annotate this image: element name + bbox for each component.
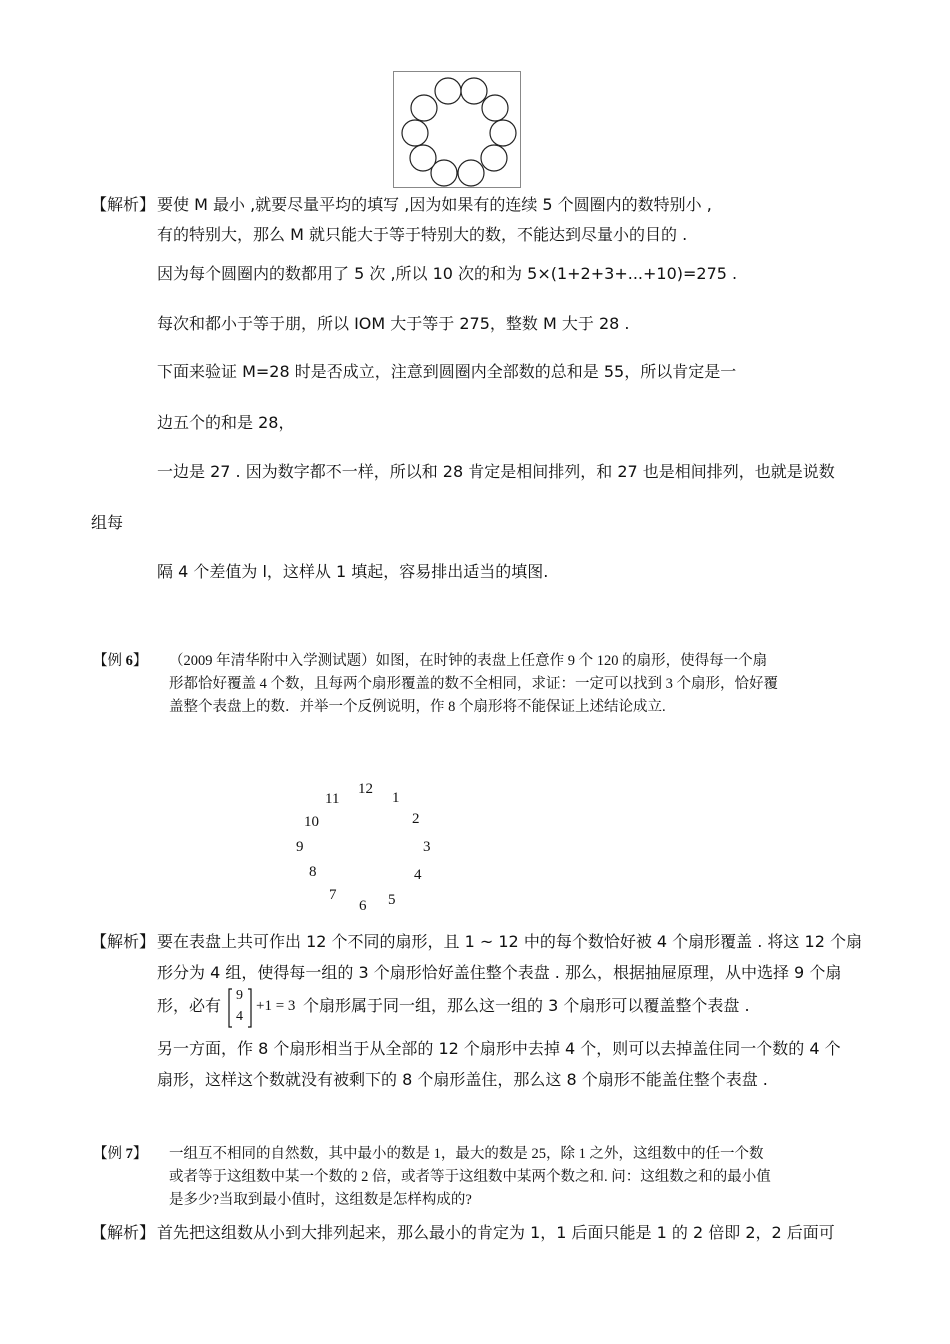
analysis-1-line-3: 因为每个圆圈内的数都用了 5 次 ,所以 10 次的和为 5×(1+2+3+...+10)=275 . (157, 264, 738, 283)
analysis-2-line-5: 扇形，这样这个数就没有被剩下的 8 个扇形盖住，那么这 8 个扇形不能盖住整个表盘 . (157, 1070, 768, 1089)
analysis-label-3: 【解析】 (91, 1223, 156, 1242)
clock-number-10: 10 (304, 814, 319, 830)
circle-ring-svg (394, 72, 520, 187)
clock-number-12: 12 (358, 781, 373, 797)
analysis-label-2: 【解析】 (91, 932, 156, 951)
ring-circle (481, 145, 507, 171)
ring-circle (435, 78, 461, 104)
example-7-label: 【例 7】 (93, 1146, 148, 1162)
example-6-line-1: （2009 年清华附中入学测试题）如图，在时钟的表盘上任意作 9 个 120 的扇形，使得每一个扇 (169, 653, 768, 669)
ring-circle (411, 95, 437, 121)
analysis-3-line-1: 首先把这组数从小到大排列起来，那么最小的肯定为 1，1 后面只能是 1 的 2 倍即 2，2 后面可 (157, 1223, 835, 1242)
example-7-line-3: 是多少?当取到最小值时，这组数是怎样构成的? (169, 1192, 472, 1208)
analysis-1-line-9: 隔 4 个差值为 l，这样从 1 填起，容易排出适当的填图. (157, 562, 549, 581)
fraction-numerator: 9 (236, 988, 243, 1003)
clock-number-9: 9 (296, 839, 304, 855)
clock-number-4: 4 (414, 867, 422, 883)
clock-number-7: 7 (329, 887, 337, 903)
floor-fraction (227, 987, 253, 1029)
analysis-2-line-1: 要在表盘上共可作出 12 个不同的扇形，且 1 ~ 12 中的每个数恰好被 4 个扇形覆盖 . 将这 12 个扇 (157, 932, 862, 951)
clock-number-1: 1 (392, 790, 400, 806)
example-6-label: 【例 6】 (93, 653, 148, 669)
ring-circle (482, 95, 508, 121)
analysis-1-line-6: 边五个的和是 28， (157, 413, 295, 432)
analysis-1-line-2: 有的特别大，那么 M 就只能大于等于特别大的数，不能达到尽量小的目的 . (157, 225, 688, 244)
fraction-denominator: 4 (236, 1009, 243, 1024)
ring-circle (402, 120, 428, 146)
example-6-line-2: 形都恰好覆盖 4 个数，且每两个扇形覆盖的数不全相同，求证：一定可以找到 3 个扇形，恰好覆 (169, 676, 778, 692)
analysis-label-1: 【解析】 (91, 195, 156, 214)
analysis-2-line-4: 另一方面，作 8 个扇形相当于从全部的 12 个扇形中去掉 4 个，则可以去掉盖住同一个数的 4 个 (157, 1039, 841, 1058)
analysis-2-line-3a: 形，必有 (157, 996, 222, 1015)
analysis-2-line-3b: +1 = 3 (256, 998, 296, 1014)
example-6-line-3: 盖整个表盘上的数．并举一个反例说明，作 8 个扇形将不能保证上述结论成立. (169, 699, 666, 715)
analysis-2-line-2: 形分为 4 组，使得每一组的 3 个扇形恰好盖住整个表盘 . 那么，根据抽屉原理，从中选择 9 个扇 (157, 963, 842, 982)
circle-ring-figure (393, 71, 521, 188)
clock-number-11: 11 (325, 791, 340, 807)
clock-number-2: 2 (412, 811, 420, 827)
clock-number-8: 8 (309, 864, 317, 880)
clock-number-5: 5 (388, 892, 396, 908)
analysis-1-line-1: 要使 M 最小 ,就要尽量平均的填写 ,因为如果有的连续 5 个圆圈内的数特别小 , (157, 195, 712, 214)
analysis-2-line-3c: 个扇形属于同一组，那么这一组的 3 个扇形可以覆盖整个表盘 . (303, 996, 750, 1015)
analysis-1-line-7: 一边是 27 . 因为数字都不一样，所以和 28 肯定是相间排列，和 27 也是相间排列，也就是说数 (157, 462, 835, 481)
analysis-1-line-5: 下面来验证 M=28 时是否成立，注意到圆圈内全部数的总和是 55，所以肯定是一 (157, 362, 737, 381)
clock-number-6: 6 (359, 898, 367, 914)
analysis-1-line-4: 每次和都小于等于朋，所以 IOM 大于等于 275，整数 M 大于 28 . (157, 314, 630, 333)
analysis-1-line-8: 组每 (91, 513, 124, 532)
clock-number-3: 3 (423, 839, 431, 855)
ring-circle (458, 160, 484, 186)
ring-circle (490, 120, 516, 146)
example-7-line-1: 一组互不相同的自然数，其中最小的数是 1，最大的数是 25，除 1 之外，这组数中的任一个数 (169, 1146, 764, 1162)
ring-circle (461, 78, 487, 104)
example-7-line-2: 或者等于这组数中某一个数的 2 倍，或者等于这组数中某两个数之和. 问：这组数之和的最小值 (169, 1169, 771, 1185)
ring-circle (410, 145, 436, 171)
